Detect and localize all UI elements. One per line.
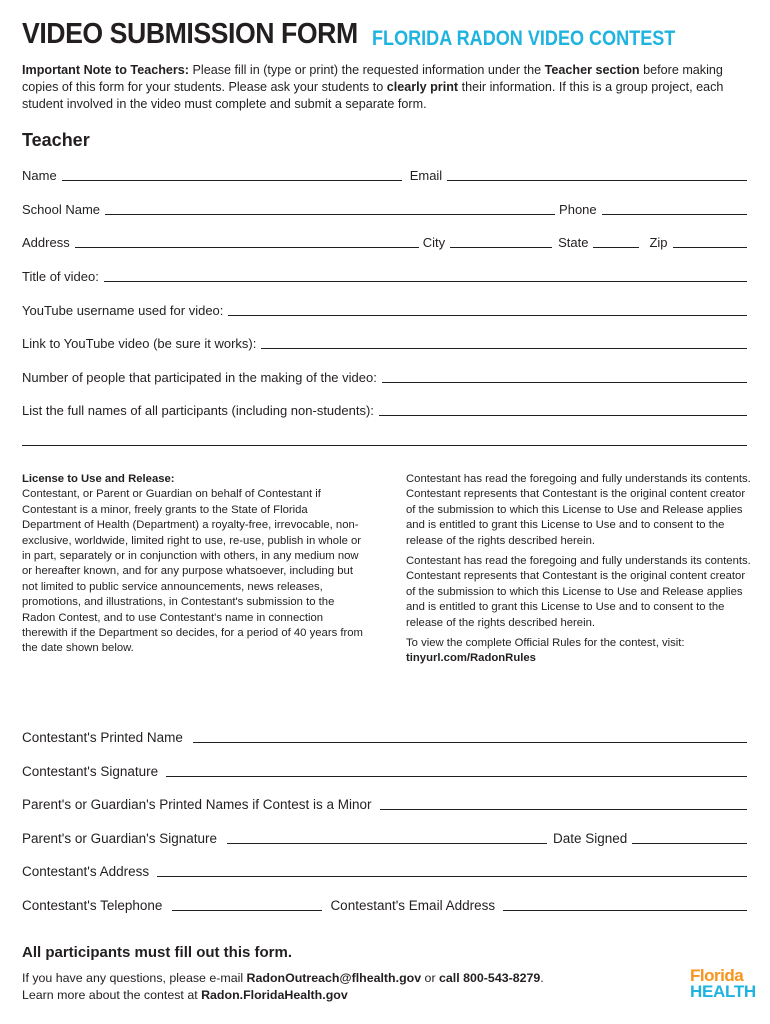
num-people-label: Number of people that participated in the making of the video: — [22, 370, 377, 385]
printed-name-row — [22, 728, 747, 746]
address-row — [22, 233, 747, 251]
printed-name-field[interactable] — [193, 741, 747, 743]
signature-row — [22, 762, 747, 780]
telephone-label: Contestant's Telephone — [22, 898, 163, 913]
parent-signature-row — [22, 829, 747, 847]
license-right-column — [406, 472, 751, 667]
state-label: State — [558, 235, 589, 250]
youtube-link-label: Link to YouTube video (be sure it works): — [22, 336, 257, 351]
participants-row — [22, 401, 747, 419]
rules-link[interactable]: tinyurl.com/RadonRules — [406, 652, 536, 665]
school-label: School Name — [22, 202, 101, 217]
printed-name-label: Contestant's Printed Name — [22, 730, 183, 745]
footer-text: or — [421, 971, 440, 985]
contestant-address-row — [22, 862, 747, 880]
parent-signature-label: Parent's or Guardian's Signature — [22, 831, 218, 846]
name-email-row — [22, 166, 747, 184]
city-field[interactable] — [450, 246, 552, 248]
date-signed-label: Date Signed — [553, 831, 628, 846]
phone-label: Phone — [559, 202, 597, 217]
license-left-column — [22, 472, 367, 657]
youtube-user-row — [22, 301, 747, 319]
youtube-link-field[interactable] — [261, 347, 747, 349]
parent-names-label: Parent's or Guardian's Printed Names if Contest is a Minor — [22, 797, 372, 812]
teacher-note — [22, 62, 752, 113]
form-title: VIDEO SUBMISSION FORM — [22, 18, 358, 50]
florida-health-logo — [690, 966, 756, 1001]
email-label: Email — [409, 168, 443, 183]
signature-label: Contestant's Signature — [22, 764, 159, 779]
num-people-field[interactable] — [382, 381, 747, 383]
date-signed-field[interactable] — [632, 842, 747, 844]
license-para-2: Contestant has read the foregoing and fully understands its contents. Contestant represents that Contestant is the original content creator of the submission to which this License to Use and Release applies and is entitled to grant this License to Use and to consent to the release of the rights described herein. — [406, 555, 751, 629]
participants-extra-line[interactable] — [22, 445, 747, 446]
parent-signature-field[interactable] — [227, 842, 547, 844]
footer-text: If you have any questions, please e-mail — [22, 971, 247, 985]
contact-email-link[interactable]: RadonOutreach@flhealth.gov — [246, 971, 422, 985]
youtube-link-row — [22, 334, 747, 352]
parent-names-row — [22, 795, 747, 813]
license-heading: License to Use and Release: — [22, 473, 175, 485]
footer-heading: All participants must fill out this form. — [22, 944, 293, 961]
logo-line-florida: Florida — [690, 966, 744, 985]
teacher-heading: Teacher — [22, 130, 90, 150]
school-field[interactable] — [105, 213, 555, 215]
contestant-address-field[interactable] — [157, 875, 747, 877]
note-text: their information. If this is a group project, each student involved in the video must complete and submit a separate form. — [22, 80, 724, 111]
contestant-email-label: Contestant's Email Address — [330, 898, 496, 913]
contestant-email-field[interactable] — [503, 909, 747, 911]
email-field[interactable] — [447, 179, 747, 181]
video-title-row — [22, 267, 747, 285]
state-field[interactable] — [593, 246, 639, 248]
name-label: Name — [22, 168, 57, 183]
num-people-row — [22, 368, 747, 386]
parent-names-field[interactable] — [380, 808, 747, 810]
youtube-user-field[interactable] — [228, 314, 747, 316]
footer-text: Learn more about the contest at — [22, 988, 202, 1002]
telephone-email-row — [22, 896, 747, 914]
address-field[interactable] — [75, 246, 419, 248]
participants-label: List the full names of all participants (including non-students): — [22, 403, 374, 418]
license-body: Contestant, or Parent or Guardian on behalf of Contestant if Contestant is a minor, freely grants to the State of Florida Department of Health (Department) a royalty-free, irrevocable, non-exclusive, worldwide, limited right to use, re-use, publish in whole or in part, separately or in conjunction with others, in any medium now or hereafter known, and for any purpose whatsoever, including but not limited to public service announcements, news releases, promotions, and illustrations, in Contestant's submission to the Radon Contest, and to use Contestant's name in connection therewith if the Department so decides, for a period of 40 years from the date shown below. — [22, 488, 363, 655]
license-para-1: Contestant has read the foregoing and fully understands its contents. Contestant represents that Contestant is the original content creator of the submission to which this License to Use and Release applies and is entitled to grant this License to Use and to consent to the release of the rights described herein. — [406, 473, 751, 547]
contest-title: FLORIDA RADON VIDEO CONTEST — [372, 27, 676, 50]
video-title-field[interactable] — [104, 280, 747, 282]
note-text: Please fill in (type or print) the requested information under the — [189, 63, 545, 77]
zip-field[interactable] — [673, 246, 747, 248]
note-bold: clearly print — [386, 80, 459, 94]
contestant-address-label: Contestant's Address — [22, 864, 150, 879]
youtube-user-label: YouTube username used for video: — [22, 303, 224, 318]
video-title-label: Title of video: — [22, 269, 99, 284]
note-lead: Important Note to Teachers: — [22, 63, 190, 77]
school-phone-row — [22, 200, 747, 218]
footer-contact — [22, 970, 544, 1004]
note-bold: Teacher section — [544, 63, 640, 77]
note-text: before making copies of this form for your students. Please ask your students to — [22, 63, 723, 94]
address-label: Address — [22, 235, 70, 250]
contact-phone: call 800-543-8279 — [439, 971, 541, 985]
logo-line-health: HEALTH — [690, 982, 756, 1001]
signature-field[interactable] — [166, 775, 747, 777]
rules-text: To view the complete Official Rules for the contest, visit: — [406, 637, 685, 650]
participants-field[interactable] — [379, 414, 747, 416]
telephone-field[interactable] — [172, 909, 322, 911]
zip-label: Zip — [649, 235, 668, 250]
footer-text: . — [540, 971, 544, 985]
phone-field[interactable] — [602, 213, 747, 215]
name-field[interactable] — [62, 179, 402, 181]
city-label: City — [422, 235, 446, 250]
contest-website-link[interactable]: Radon.FloridaHealth.gov — [201, 988, 348, 1002]
